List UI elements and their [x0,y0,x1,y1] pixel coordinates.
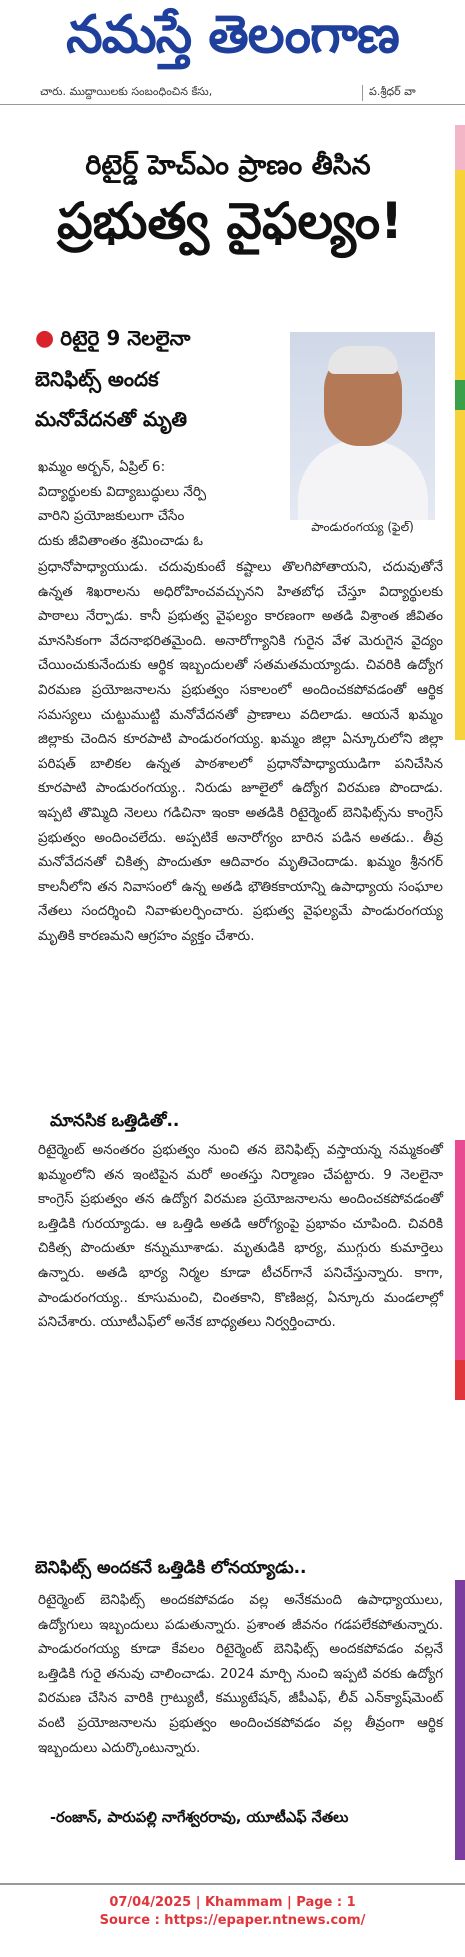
intro-line: విద్యార్థులకు విద్యాబుద్ధులు నేర్పి [38,483,207,500]
article-headline: ప్రభుత్వ వైఫల్యం! [57,192,403,250]
article-paragraph-2: రిటైర్మెంట్ అనంతరం ప్రభుత్వం నుంచి తన బెనిఫిట్స్ వస్తాయన్న నమ్మకంతో ఖమ్మంలోని తన ఇంటిపైన మరో అంతస్తు నిర్మాణం చేపట్టారు. 9 నెలలైనా కాంగ్రెస్ ప్రభుత్వం తన ఉద్యోగ విరమణ ప్రయోజనాలను అందించకపోవడంతో ఒత్తిడికి గురయ్యాడు. ఆ ఒత్తిడి అతడి ఆరోగ్యంపై ప్రభావం చూపింది. చివరికి చికిత్స పొందుతూ కన్నుమూశాడు. మృతుడికి భార్య, ముగ్గురు కుమార్తెలు ఉన్నారు. అతడి భార్య నిర్మల కూడా టీచర్‌గానే పనిచేస్తున్నారు. కాగా, పాండురంగయ్య.. కూసుమంచి, చింతకాని, కొణిజర్ల, ఏన్కూరు మండలాల్లో పనిచేశారు. యూటీఎఫ్‌లో అనేక బాధ్యతలు నిర్వర్తించారు. [38,1142,443,1331]
side-bar-pink-2 [455,1140,465,1360]
intro-line: దుకు జీవితాంతం శ్రమించాడు ఓ [38,532,204,549]
article-kicker: రిటైర్డ్ హెచ్ఎం ప్రాణం తీసిన [85,150,371,181]
photo-hair [328,346,398,374]
article-paragraph-3: రిటైర్మెంట్ బెనిఫిట్స్ అందకపోవడం వల్ల అనేకమంది ఉపాధ్యాయులు, ఉద్యోగులు ఇబ్బందులు పడుతున్నారు. ప్రశాంత జీవనం గడపలేకపోతున్నారు. పాండురంగయ్య కూడా కేవలం రిటైర్మెంట్ బెనిఫిట్స్ అందకపోవడం వల్లనే ఒత్తిడికి గురై తనువు చాలించాడు. 2024 మార్చి నుంచి ఇప్పటి వరకు ఉద్యోగ విరమణ చేసిన వారికి గ్రాట్యుటీ, కమ్యుటేషన్, జీపీఎఫ్, లీవ్ ఎన్‌క్యాష్‌మెంట్ వంటి ప్రయోజనాలను ప్రభుత్వం అందించకపోవడం వల్ల తీవ్రంగా ఆర్థిక ఇబ్బందులు ఎదుర్కొంటున్నారు. [38,1592,443,1756]
top-strip-left: చారు. ముద్దాయిలకు సంబంధించిన కేసు, [40,85,213,98]
page-footer [0,1883,465,1957]
subhead-line: మనోవేదనతో మృతి [35,407,188,431]
intro-line: ఖమ్మం అర్బన్, ఏప్రిల్ 6: [38,459,166,475]
side-bar-purple [455,1580,465,1860]
intro-line: వారిని ప్రయోజకులుగా చేసేం [38,508,185,525]
photo-caption: పాండురంగయ్య (ఫైల్) [311,520,414,534]
article-subhead [35,318,285,439]
article-intro [38,455,443,553]
side-bar-yellow [455,170,465,380]
footer-edition: 07/04/2025 | Khammam | Page : 1 [109,1895,356,1910]
side-bar-green [455,380,465,410]
footer-source: Source : https://epaper.ntnews.com/ [99,1913,366,1928]
bullet-icon: ● [35,326,55,351]
section-heading-1: మానసిక ఒత్తిడితో.. [50,1111,180,1131]
subhead-line: ● రిటైరై 9 నెలలైనా [35,326,191,351]
top-strip-right: ప.శ్రీధర్ వా [362,85,416,101]
section-heading-2: బెనిఫిట్స్ అందకనే ఒత్తిడికి లోనయ్యాడు.. [35,1558,307,1578]
newspaper-title: నమస్తే తెలంగాణ [66,4,399,65]
side-bar-red [455,1360,465,1400]
masthead [0,0,465,82]
article-paragraph-1: ప్రధానోపాధ్యాయుడు. చదువుకుంటే కష్టాలు తొలగిపోతాయని, చదువుతోనే ఉన్నత శిఖరాలను అధిరోహించవచ్చునని హితబోధ చేస్తూ విద్యార్థులకు పాఠాలు నేర్పాడు. కానీ ప్రభుత్వ వైఫల్యం కారణంగా అతడి విశ్రాంత జీవితం మానసికంగా వేదనాభరితమైంది. అనారోగ్యానికి గురైన వేళ మెరుగైన వైద్యం చేయించుకునేందుకు ఆర్థిక ఇబ్బందులతో సతమతమయ్యాడు. చివరికి ఉద్యోగ విరమణ ప్రయోజనాలను ప్రభుత్వం సకాలంలో అందించకపోవడంతో ఆర్థిక సమస్యలు చుట్టుముట్టి మనోవేదనతో ప్రాణాలు వదిలాడు. ఆయనే ఖమ్మం జిల్లాకు చెందిన కూరపాటి పాండురంగయ్య. ఖమ్మం జిల్లా ఏన్కూరులోని జిల్లా పరిషత్ బాలికల ఉన్నత పాఠశాలలో ప్రధానోపాధ్యాయుడిగా పనిచేసిన కూరపాటి పాండురంగయ్య.. నిరుడు జూలైలో ఉద్యోగ విరమణ పొందాడు. ఇప్పటి తొమ్మిది నెలలు గడిచినా ఇంకా అతడికి రిటైర్మెంట్ బెనిఫిట్స్‌ను కాంగ్రెస్ ప్రభుత్వం అందించలేదు. అప్పటికే అనారోగ్యం బారిన పడిన అతడు.. తీవ్ర మనోవేదనతో చికిత్స పొందుతూ ఆదివారం మృతిచెందాడు. ఖమ్మం శ్రీనగర్ కాలనీలోని తన నివాసంలో ఉన్న అతడి భౌతికకాయాన్ని ఉపాధ్యాయ సంఘాల నేతలు సందర్శించి నివాళులర్పించారు. ప్రభుత్వ వైఫల్యమే పాండురంగయ్య మృతికి కారణమని ఆగ్రహం వ్యక్తం చేశారు. [38,559,443,944]
article-signature: -రంజాన్, పారుపల్లి నాగేశ్వరరావు, యూటీఎఫ్ నేతలు [50,1810,349,1826]
subhead-line: బెనిఫిట్స్ అందక [35,367,159,391]
top-strip [0,82,465,105]
side-bar-yellow-2 [455,410,465,740]
side-bar-pink [455,125,465,170]
